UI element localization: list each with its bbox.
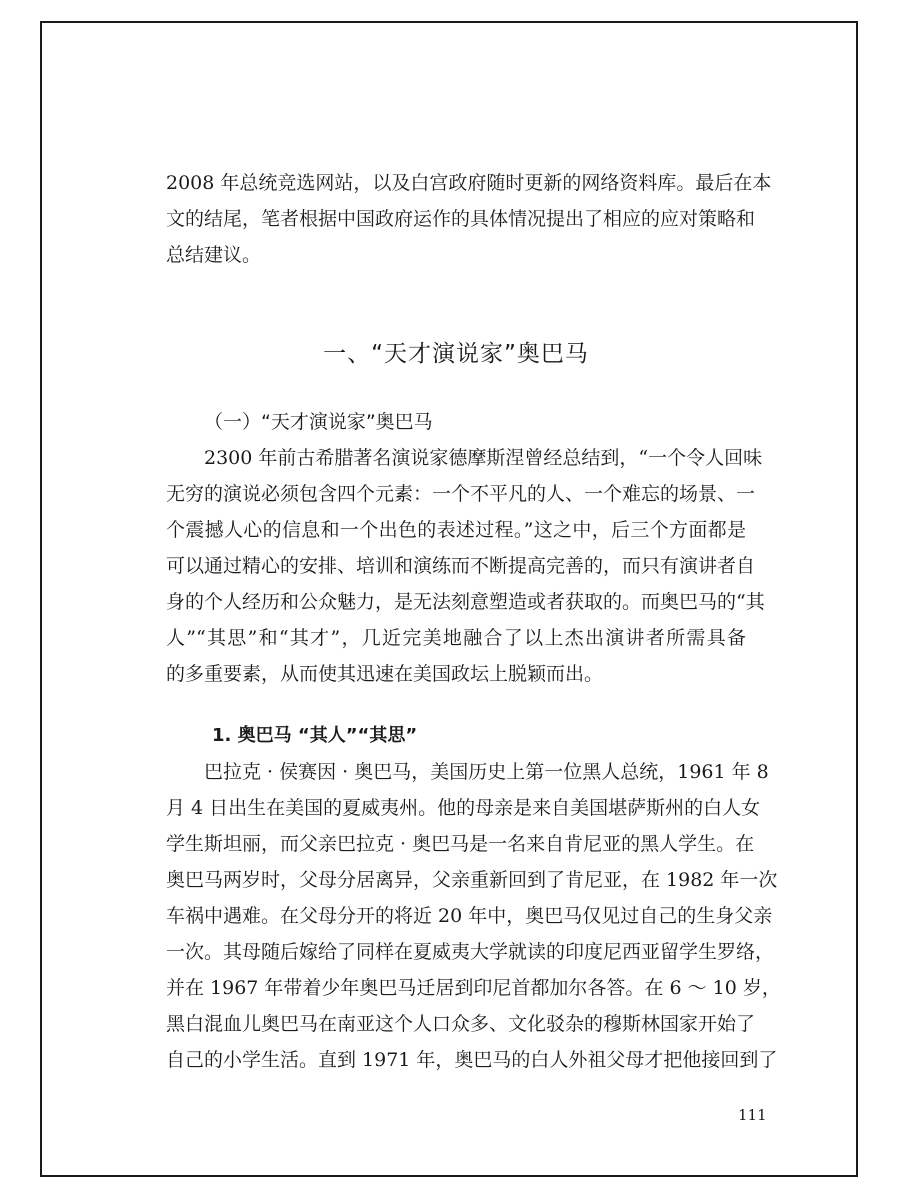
paragraph-1-line-3: 个震撼人心的信息和一个出色的表述过程。”这之中，后三个方面都是: [166, 519, 746, 541]
paragraph-2-line-1: 巴拉克 · 侯赛因 · 奥巴马，美国历史上第一位黑人总统，1961 年 8: [204, 761, 769, 783]
page-number: 111: [738, 1106, 767, 1124]
paragraph-1-line-6: 人”“其思”和“其才”，几近完美地融合了以上杰出演讲者所需具备: [166, 627, 746, 649]
paragraph-2-line-5: 车祸中遇难。在父母分开的将近 20 年中，奥巴马仅见过自己的生身父亲: [166, 905, 773, 927]
paragraph-2-line-2: 月 4 日出生在美国的夏威夷州。他的母亲是来自美国堪萨斯州的白人女: [166, 797, 761, 819]
paragraph-2-line-9: 自己的小学生活。直到 1971 年，奥巴马的白人外祖父母才把他接回到了: [166, 1049, 778, 1071]
paragraph-1-line-7: 的多重要素，从而使其迅速在美国政坛上脱颖而出。: [166, 663, 604, 685]
paragraph-1-line-1: 2300 年前古希腊著名演说家德摩斯涅曾经总结到，“一个令人回味: [204, 447, 763, 469]
section-heading: 一、“天才演说家”奥巴马: [323, 341, 589, 367]
paragraph-2-line-7: 并在 1967 年带着少年奥巴马迁居到印尼首都加尔各答。在 6 ～ 10 岁，: [166, 977, 781, 999]
paragraph-1: [166, 440, 765, 692]
intro-line-3: 总结建议。: [166, 244, 262, 266]
intro-line-1: 2008 年总统竞选网站，以及白宫政府随时更新的网络资料库。最后在本: [166, 172, 772, 194]
paragraph-2-line-6: 一次。其母随后嫁给了同样在夏威夷大学就读的印度尼西亚留学生罗络，: [166, 941, 775, 963]
paragraph-2-line-8: 黑白混血儿奥巴马在南亚这个人口众多、文化驳杂的穆斯林国家开始了: [166, 1013, 756, 1035]
paragraph-2-line-4: 奥巴马两岁时，父母分居离异，父亲重新回到了肯尼亚，在 1982 年一次: [166, 869, 778, 891]
intro-paragraph: [166, 165, 772, 273]
paragraph-2-line-3: 学生斯坦丽，而父亲巴拉克 · 奥巴马是一名来自肯尼亚的黑人学生。在: [166, 833, 755, 855]
paragraph-2: [166, 754, 781, 1078]
item-heading: 1. 奥巴马 “其人”“其思”: [212, 725, 418, 746]
paragraph-1-line-2: 无穷的演说必须包含四个元素：一个不平凡的人、一个难忘的场景、一: [166, 483, 756, 505]
subsection-heading: （一）“天才演说家”奥巴马: [204, 411, 433, 433]
intro-line-2: 文的结尾，笔者根据中国政府运作的具体情况提出了相应的应对策略和: [166, 208, 756, 230]
paragraph-1-line-4: 可以通过精心的安排、培训和演练而不断提高完善的，而只有演讲者自: [166, 555, 756, 577]
paragraph-1-line-5: 身的个人经历和公众魅力，是无法刻意塑造或者获取的。而奥巴马的“其: [166, 591, 765, 613]
